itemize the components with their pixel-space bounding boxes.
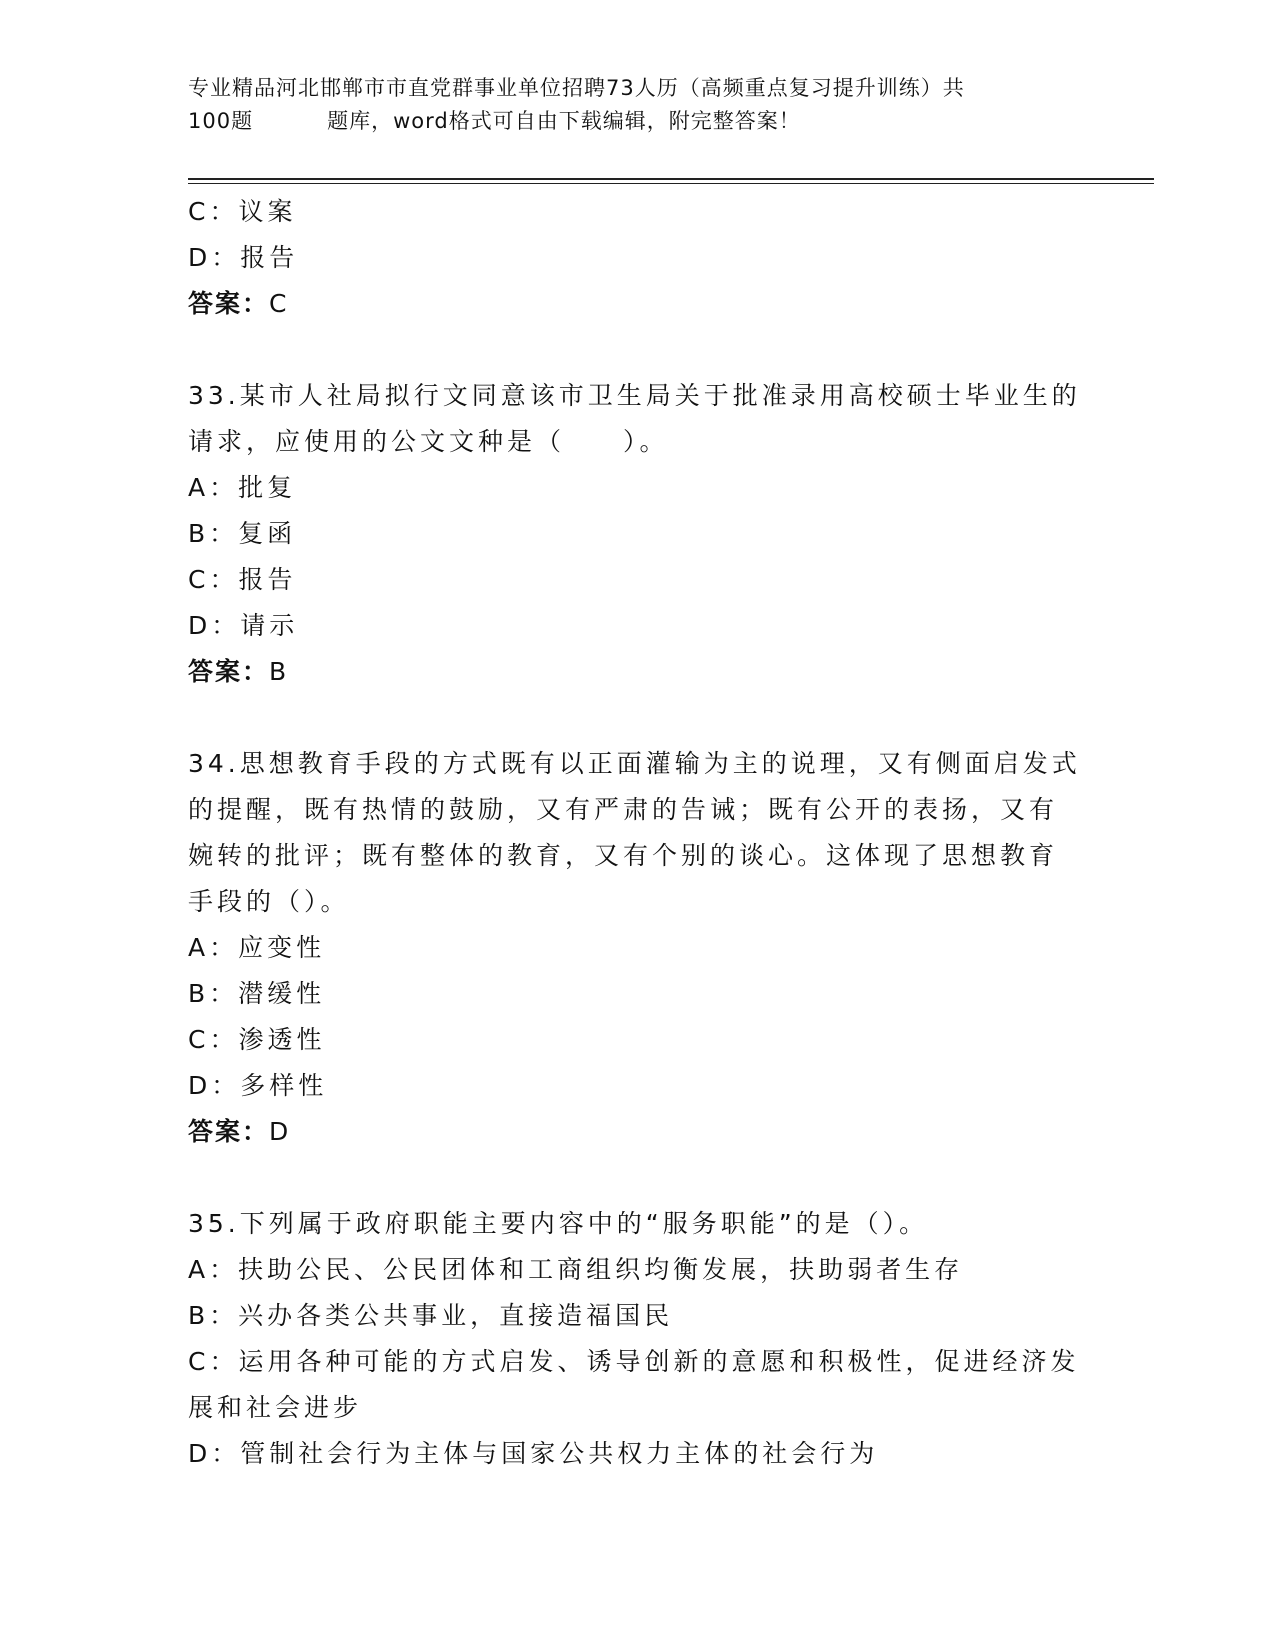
question-34 <box>188 741 1088 1155</box>
option-b: B：潜缓性 <box>188 979 326 1008</box>
question-35 <box>188 1201 1088 1477</box>
answer-value: B <box>269 657 289 686</box>
option-c: C：议案 <box>188 197 297 226</box>
question-text-line: 婉转的批评；既有整体的教育，又有个别的谈心。这体现了思想教育 <box>188 841 1059 870</box>
option-c: C：运用各种可能的方式启发、诱导创新的意愿和积极性，促进经济发 <box>188 1347 1080 1376</box>
answer-value: D <box>269 1117 291 1146</box>
document-header <box>188 72 1088 138</box>
answer-label: 答案： <box>188 289 270 318</box>
previous-question-tail <box>188 189 1088 327</box>
option-a: A：应变性 <box>188 933 326 962</box>
answer-label: 答案： <box>188 1117 270 1146</box>
question-text-line: 34.思想教育手段的方式既有以正面灌输为主的说理，又有侧面启发式 <box>188 749 1081 778</box>
header-divider-thin <box>188 183 1154 184</box>
option-c: C：报告 <box>188 565 297 594</box>
option-b: B：兴办各类公共事业，直接造福国民 <box>188 1301 674 1330</box>
option-d: D：请示 <box>188 611 299 640</box>
option-c-continued: 展和社会进步 <box>188 1393 363 1422</box>
question-33 <box>188 373 1088 695</box>
question-text-line: 请求，应使用的公文文种是（ ）。 <box>188 427 669 456</box>
header-divider-thick <box>188 178 1154 180</box>
question-text-line: 33.某市人社局拟行文同意该市卫生局关于批准录用高校硕士毕业生的 <box>188 381 1081 410</box>
header-line-2 <box>188 105 1088 138</box>
option-a: A：扶助公民、公民团体和工商组织均衡发展，扶助弱者生存 <box>188 1255 964 1284</box>
header-line-1: 专业精品河北邯郸市市直党群事业单位招聘73人历（高频重点复习提升训练）共 <box>188 76 965 100</box>
option-d: D：管制社会行为主体与国家公共权力主体的社会行为 <box>188 1439 879 1468</box>
option-d: D：多样性 <box>188 1071 328 1100</box>
answer-line <box>188 1109 1088 1155</box>
option-a: A：批复 <box>188 473 297 502</box>
answer-line <box>188 281 1088 327</box>
question-text-line: 的提醒，既有热情的鼓励，又有严肃的告诫；既有公开的表扬，又有 <box>188 795 1059 824</box>
option-d: D：报告 <box>188 243 299 272</box>
header-description: 题库，word格式可自由下载编辑，附完整答案！ <box>327 109 801 133</box>
question-text-line: 35.下列属于政府职能主要内容中的“服务职能”的是（）。 <box>188 1209 929 1238</box>
option-b: B：复函 <box>188 519 297 548</box>
question-text-line: 手段的（）。 <box>188 887 350 916</box>
answer-line <box>188 649 1088 695</box>
header-count: 100题 <box>188 109 254 133</box>
option-c: C：渗透性 <box>188 1025 326 1054</box>
answer-value: C <box>269 289 289 318</box>
question-content <box>188 189 1088 1477</box>
answer-label: 答案： <box>188 657 270 686</box>
